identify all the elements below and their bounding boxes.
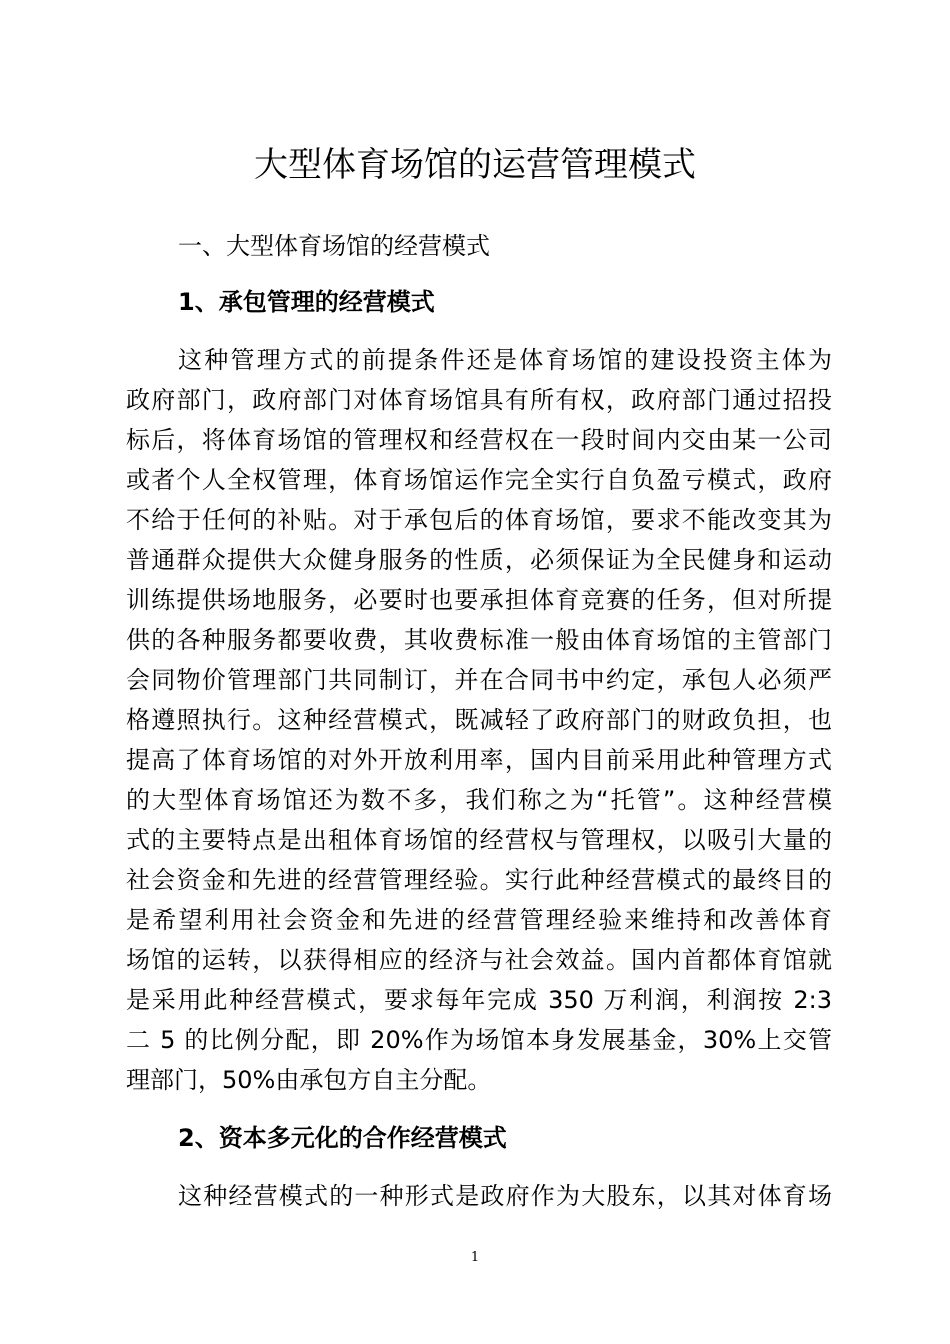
paragraph-line: 不给于任何的补贴。对于承包后的体育场馆，要求不能改变其为 — [126, 506, 832, 534]
paragraph-line: 场馆的运转，以获得相应的经济与社会效益。国内首都体育馆就 — [126, 946, 832, 974]
document-title: 大型体育场馆的运营管理模式 — [254, 145, 696, 185]
paragraph-line: 会同物价管理部门共同制订，并在合同书中约定，承包人必须严 — [126, 666, 832, 694]
paragraph-line: 训练提供场地服务，必要时也要承担体育竞赛的任务，但对所提 — [126, 586, 832, 614]
paragraph-line: 或者个人全权管理，体育场馆运作完全实行自负盈亏模式，政府 — [126, 466, 832, 494]
paragraph-2 — [126, 1176, 832, 1216]
paragraph-line: 普通群众提供大众健身服务的性质，必须保证为全民健身和运动 — [126, 546, 832, 574]
paragraph-line: 这种管理方式的前提条件还是体育场馆的建设投资主体为 — [178, 346, 832, 374]
paragraph-line: 格遵照执行。这种经营模式，既减轻了政府部门的财政负担，也 — [126, 706, 832, 734]
page-number: 1 — [470, 1250, 480, 1265]
paragraph-line: 社会资金和先进的经营管理经验。实行此种经营模式的最终目的 — [126, 866, 832, 894]
paragraph-line: 政府部门，政府部门对体育场馆具有所有权，政府部门通过招投 — [126, 386, 832, 414]
paragraph-line: 二 5 的比例分配，即 20%作为场馆本身发展基金，30%上交管 — [126, 1026, 832, 1054]
paragraph-1 — [126, 340, 832, 1100]
paragraph-line: 提高了体育场馆的对外开放利用率，国内目前采用此种管理方式 — [126, 746, 832, 774]
subsection-heading-1: 1、承包管理的经营模式 — [178, 288, 435, 316]
paragraph-line: 这种经营模式的一种形式是政府作为大股东，以其对体育场 — [178, 1182, 832, 1210]
paragraph-line: 理部门，50%由承包方自主分配。 — [126, 1066, 492, 1094]
paragraph-line: 供的各种服务都要收费，其收费标准一般由体育场馆的主管部门 — [126, 626, 832, 654]
subsection-heading-2: 2、资本多元化的合作经营模式 — [178, 1124, 507, 1152]
paragraph-line: 是采用此种经营模式，要求每年完成 350 万利润，利润按 2:3 — [126, 986, 832, 1014]
paragraph-line: 是希望利用社会资金和先进的经营管理经验来维持和改善体育 — [126, 906, 832, 934]
paragraph-line: 式的主要特点是出租体育场馆的经营权与管理权，以吸引大量的 — [126, 826, 832, 854]
paragraph-line: 的大型体育场馆还为数不多，我们称之为“托管”。这种经营模 — [126, 786, 832, 814]
section-heading: 一、大型体育场馆的经营模式 — [178, 232, 490, 260]
paragraph-line: 标后，将体育场馆的管理权和经营权在一段时间内交由某一公司 — [126, 426, 832, 454]
